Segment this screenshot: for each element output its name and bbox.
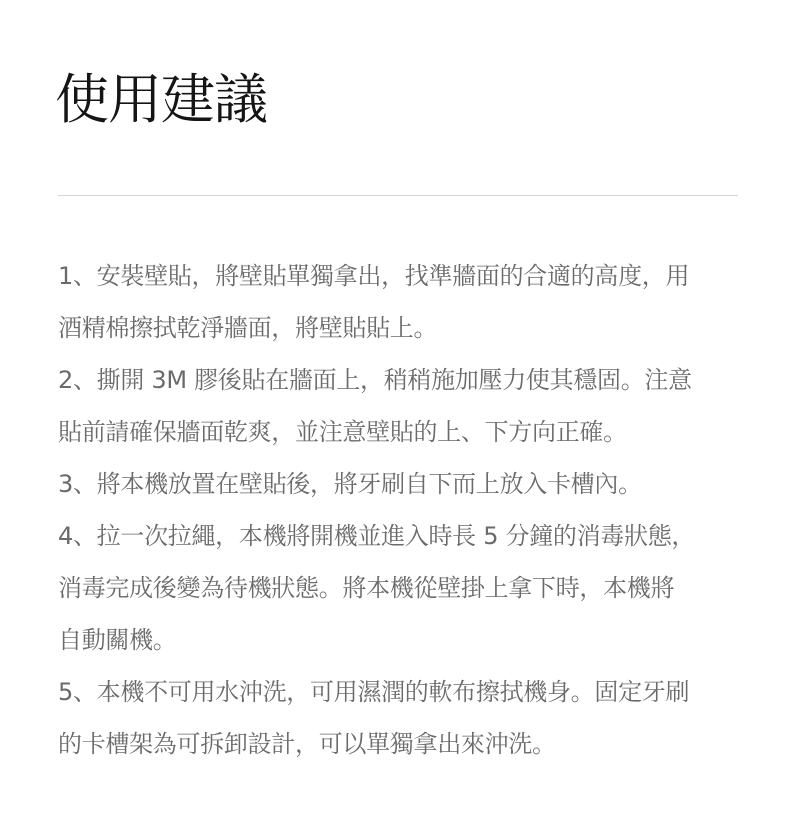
instruction-line: 酒精棉擦拭乾淨牆面，將壁貼貼上。 <box>58 314 438 342</box>
instruction-line: 2、撕開 3M 膠後貼在牆面上，稍稍施加壓力使其穩固。注意 <box>58 366 692 394</box>
instruction-line: 1、安裝壁貼，將壁貼單獨拿出，找準牆面的合適的高度，用 <box>58 262 690 290</box>
instruction-line: 的卡槽架為可拆卸設計，可以單獨拿出來沖洗。 <box>58 730 556 758</box>
instruction-line: 5、本機不可用水沖洗，可用濕潤的軟布擦拭機身。固定牙刷 <box>58 678 690 706</box>
instructions-text <box>58 250 748 770</box>
title-divider <box>58 195 738 196</box>
instruction-line: 消毒完成後變為待機狀態。將本機從壁掛上拿下時，本機將 <box>58 574 675 602</box>
instruction-line: 貼前請確保牆面乾爽，並注意壁貼的上、下方向正確。 <box>58 418 627 446</box>
instruction-line: 自動關機。 <box>58 626 177 654</box>
instruction-line: 4、拉一次拉繩，本機將開機並進入時長 5 分鐘的消毒狀態， <box>58 522 696 550</box>
page-title: 使用建議 <box>55 68 267 131</box>
instruction-line: 3、將本機放置在壁貼後，將牙刷自下而上放入卡槽內。 <box>58 470 642 498</box>
